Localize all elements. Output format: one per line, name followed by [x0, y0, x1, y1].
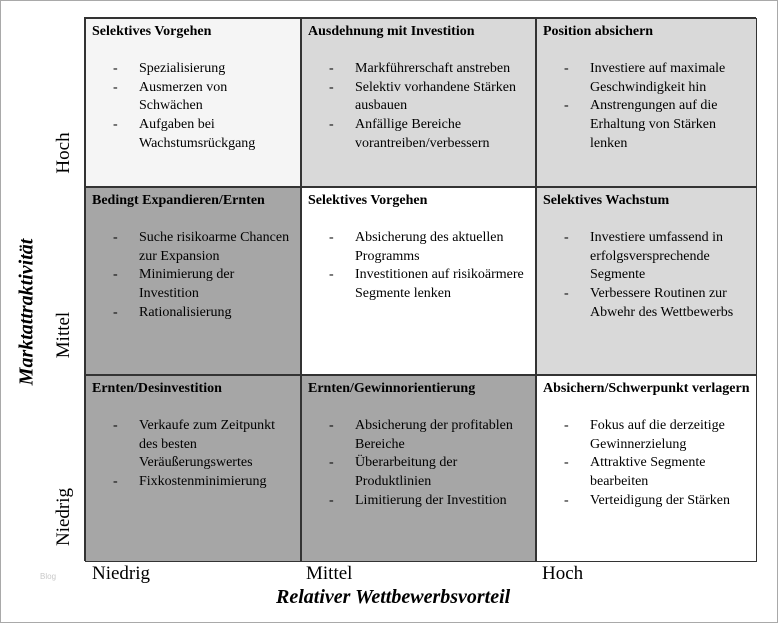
matrix-cell — [301, 375, 536, 562]
y-axis-title: Marktattraktivität — [15, 238, 38, 386]
strategy-item: - Absicherung des aktuellen Programms — [308, 229, 529, 266]
strategy-item: - Suche risikoarme Chancen zur Expansion — [92, 229, 294, 266]
strategy-item: - Ausmerzen von Schwächen — [92, 79, 294, 116]
strategy-list — [543, 60, 750, 153]
strategy-item: - Markführerschaft anstreben — [308, 60, 529, 79]
strategy-item: - Rationalisierung — [92, 304, 294, 323]
strategy-item: - Spezialisierung — [92, 60, 294, 79]
matrix-cell — [85, 18, 301, 187]
cell-title: Bedingt Expandieren/Ernten — [92, 193, 265, 208]
watermark: Blog — [40, 572, 57, 581]
cell-title: Absichern/Schwerpunkt verlagern — [543, 381, 750, 396]
matrix-cell — [301, 18, 536, 187]
strategy-item: - Anfällige Bereiche vorantreiben/verbessern — [308, 116, 529, 153]
x-tick-high: Hoch — [542, 563, 584, 584]
y-tick-low: Niedrig — [53, 487, 74, 547]
strategy-list — [92, 60, 294, 153]
cell-title: Position absichern — [543, 24, 654, 39]
strategy-list — [543, 229, 750, 322]
cell-title: Selektives Wachstum — [543, 193, 670, 208]
strategy-list — [92, 417, 294, 491]
matrix-cell — [301, 187, 536, 375]
y-tick-high: Hoch — [53, 132, 74, 174]
strategy-item: - Fokus auf die derzeitige Gewinnerzielung — [543, 417, 750, 454]
strategy-item: - Überarbeitung der Produktlinien — [308, 454, 529, 491]
strategy-item: - Anstrengungen auf die Erhaltung von Stärken lenken — [543, 97, 750, 153]
strategy-item: - Investitionen auf risikoärmere Segmente lenken — [308, 266, 529, 303]
cell-title: Ernten/Desinvestition — [92, 381, 222, 396]
x-axis-title: Relativer Wettbewerbsvorteil — [276, 586, 511, 608]
matrix-cell — [536, 18, 757, 187]
strategy-list — [308, 229, 529, 303]
strategy-item: - Investiere auf maximale Geschwindigkeit hin — [543, 60, 750, 97]
strategy-item: - Minimierung der Investition — [92, 266, 294, 303]
cell-title: Ausdehnung mit Investition — [308, 24, 475, 39]
strategy-item: - Attraktive Segmente bearbeiten — [543, 454, 750, 491]
strategy-item: - Investiere umfassend in erfolgsversprechende Segmente — [543, 229, 750, 285]
matrix-cell — [536, 375, 757, 562]
strategy-list — [308, 60, 529, 153]
strategy-item: - Absicherung der profitablen Bereiche — [308, 417, 529, 454]
strategy-item: - Verbessere Routinen zur Abwehr des Wettbewerbs — [543, 285, 750, 322]
strategy-item: - Verteidigung der Stärken — [543, 492, 750, 511]
matrix-cell — [536, 187, 757, 375]
matrix-cell — [85, 375, 301, 562]
strategy-item: - Selektiv vorhandene Stärken ausbauen — [308, 79, 529, 116]
matrix-cell — [85, 187, 301, 375]
cell-title: Selektives Vorgehen — [308, 193, 428, 208]
strategy-item: - Aufgaben bei Wachstumsrückgang — [92, 116, 294, 153]
x-tick-medium: Mittel — [306, 563, 353, 584]
strategy-item: - Limitierung der Investition — [308, 492, 529, 511]
y-tick-medium: Mittel — [53, 311, 74, 359]
cell-title: Ernten/Gewinnorientierung — [308, 381, 476, 396]
cell-title: Selektives Vorgehen — [92, 24, 212, 39]
strategy-list — [543, 417, 750, 510]
strategy-item: - Verkaufe zum Zeitpunkt des besten Veräußerungswertes — [92, 417, 294, 473]
portfolio-matrix — [84, 17, 756, 561]
strategy-item: - Fixkostenminimierung — [92, 473, 294, 492]
strategy-list — [92, 229, 294, 322]
strategy-list — [308, 417, 529, 510]
x-tick-low: Niedrig — [92, 563, 151, 584]
